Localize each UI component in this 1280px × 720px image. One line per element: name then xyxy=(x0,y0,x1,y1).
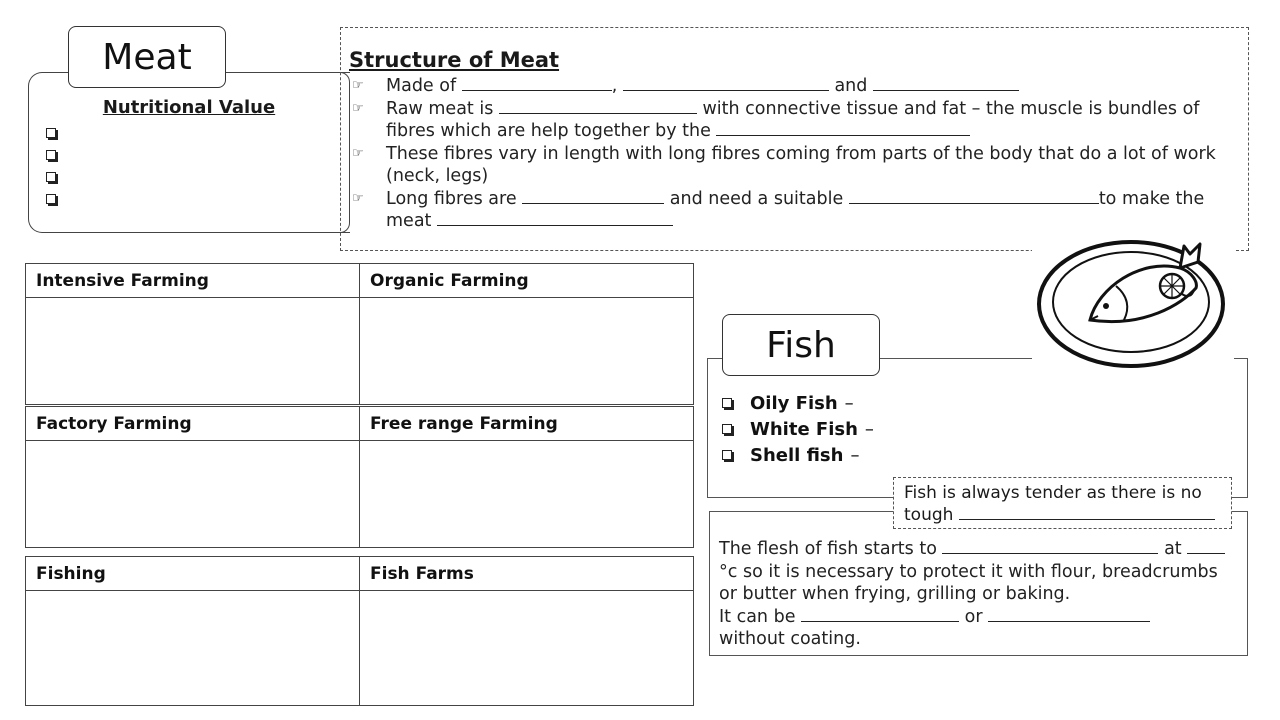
fish-types-list xyxy=(722,390,874,468)
table-header: Free range Farming xyxy=(360,407,694,441)
structure-item: ☞ Raw meat is with connective tissue and fat – the muscle is bundles of fibres which are help together by the xyxy=(352,98,1200,141)
answer-cell[interactable] xyxy=(26,591,360,706)
pointing-hand-icon: ☞ xyxy=(352,145,364,161)
fish-cooking-box: The flesh of fish starts to at °c so it is necessary to protect it with flour, breadcrumbs or butter when frying, grilling or baking. It can be or without coating. xyxy=(709,511,1248,656)
fill-blank[interactable] xyxy=(959,504,1215,520)
fill-blank[interactable] xyxy=(1187,538,1225,554)
nutrition-item xyxy=(46,144,56,166)
meat-title: Meat xyxy=(68,26,226,88)
fill-blank[interactable] xyxy=(716,120,970,136)
structure-title: Structure of Meat xyxy=(349,48,560,72)
fish-type-item: White Fish – xyxy=(722,416,874,442)
nutrition-box-top-border xyxy=(226,72,350,73)
table-header: Intensive Farming xyxy=(26,264,360,298)
fill-blank[interactable] xyxy=(499,98,697,114)
checkbox-icon[interactable] xyxy=(46,172,56,182)
answer-cell[interactable] xyxy=(26,441,360,548)
checkbox-icon[interactable] xyxy=(722,450,732,460)
nutrition-heading: Nutritional Value xyxy=(102,97,276,118)
fish-title: Fish xyxy=(722,314,880,376)
fish-type-item: Oily Fish – xyxy=(722,390,874,416)
structure-item: ☞ These fibres vary in length with long fibres coming from parts of the body that do a lot of work (neck, legs) xyxy=(352,143,1216,186)
pointing-hand-icon: ☞ xyxy=(352,78,364,93)
table-header: Organic Farming xyxy=(360,264,694,298)
tender-note-box: Fish is always tender as there is no tough xyxy=(893,477,1232,529)
structure-list xyxy=(352,75,1242,233)
fill-blank[interactable] xyxy=(873,75,1019,91)
fill-blank[interactable] xyxy=(522,188,664,204)
pointing-hand-icon: ☞ xyxy=(352,100,364,116)
answer-cell[interactable] xyxy=(360,591,694,706)
fish-type-item: Shell fish – xyxy=(722,442,874,468)
fill-blank[interactable] xyxy=(988,606,1150,622)
fill-blank[interactable] xyxy=(623,75,829,91)
fill-blank[interactable] xyxy=(942,538,1158,554)
farming-table-fishing-fishfarms xyxy=(25,556,694,706)
checkbox-icon[interactable] xyxy=(722,424,732,434)
fill-blank[interactable] xyxy=(462,75,612,91)
farming-table-intensive-organic xyxy=(25,263,694,405)
fill-blank[interactable] xyxy=(801,606,959,622)
checkbox-icon[interactable] xyxy=(46,128,56,138)
answer-cell[interactable] xyxy=(360,298,694,405)
nutrition-item xyxy=(46,122,56,144)
fill-blank[interactable] xyxy=(437,210,673,226)
table-header: Factory Farming xyxy=(26,407,360,441)
nutrition-item xyxy=(46,188,56,210)
checkbox-icon[interactable] xyxy=(46,194,56,204)
answer-cell[interactable] xyxy=(360,441,694,548)
structure-item: ☞ Made of , and xyxy=(352,75,1242,98)
table-header: Fishing xyxy=(26,557,360,591)
table-header: Fish Farms xyxy=(360,557,694,591)
nutrition-checklist xyxy=(46,122,56,210)
answer-cell[interactable] xyxy=(26,298,360,405)
structure-item: ☞ Long fibres are and need a suitable to make the meat xyxy=(352,188,1205,231)
checkbox-icon[interactable] xyxy=(46,150,56,160)
farming-table-factory-freerange xyxy=(25,406,694,548)
pointing-hand-icon: ☞ xyxy=(352,190,364,206)
fish-on-plate-icon xyxy=(1032,228,1234,374)
checkbox-icon[interactable] xyxy=(722,398,732,408)
fill-blank[interactable] xyxy=(849,188,1099,204)
nutrition-item xyxy=(46,166,56,188)
